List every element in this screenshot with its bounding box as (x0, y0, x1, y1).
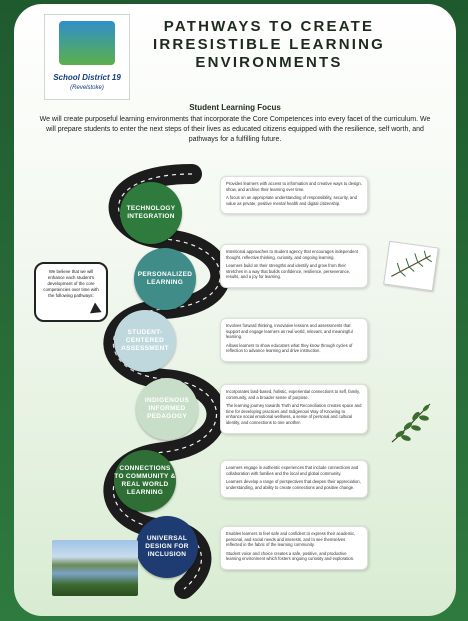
pathway-circle-community (114, 450, 176, 512)
pathway-label: UNIVERSAL DESIGN FOR INCLUSION (145, 535, 189, 558)
leafy-sprig-icon (386, 398, 436, 448)
pathway-circle-technology (120, 182, 182, 244)
pine-branch-note-image (383, 241, 439, 292)
pathway-label: STUDENT-CENTERED ASSESSMENT (121, 329, 169, 352)
pathway-label: INDIGENOUS INFORMED PEDAGOGY (144, 397, 190, 420)
pathway-label: CONNECTIONS TO COMMUNITY & REAL WORLD LEARNING (114, 465, 176, 496)
focus-text: We will create purposeful learning environments that incorporate the Core Competences into every facet of the curriculum. We will prepare students to enter the next steps of their lives as educated citizens equipped with the resilience, self worth, and pathways for a fulfilling future. (39, 116, 431, 143)
description-paragraph: Involves forward thinking, innovative lessons and assessments that support and engage learners as real world, relevant, and meaningful learning. (226, 323, 353, 340)
pine-branch-icon (384, 242, 437, 290)
poster-title: PATHWAYS TO CREATE IRRESISTIBLE LEARNING ENVIRONMENTS (152, 18, 386, 71)
description-paragraph: Learners build on their strengths and identify and grow from their stretches in a way that builds confidence, resilience, perseverance, results, and a joy for learning. (226, 263, 351, 280)
pathway-description-indigenous (220, 384, 368, 434)
description-paragraph: A focus on an appropriate understanding of responsibility, security, and value as private, positive mental health and digital citizenship. (226, 195, 357, 206)
pathway-description-assessment (220, 318, 368, 362)
logo-name: School District 19 (53, 73, 121, 82)
pathway-circle-indigenous (136, 378, 198, 440)
pathway-label: TECHNOLOGY INTEGRATION (126, 205, 176, 220)
description-paragraph: Provides learners with access to information and creative ways to design, show, and archive their learning over time. (226, 181, 362, 192)
pathway-description-inclusion (220, 526, 368, 570)
pathway-circle-inclusion (136, 516, 198, 578)
logo-subtitle: (Revelstoke) (70, 85, 104, 91)
description-paragraph: Intentional approaches to student agency that encourages independent thought, reflective thinking, curiosity, and ongoing learning. (226, 249, 359, 260)
description-paragraph: Learners engage in authentic experiences that include connections and collaboration with families and the local and global community. (226, 465, 359, 476)
outdoor-class-photo (52, 540, 138, 596)
pathway-description-technology (220, 176, 368, 214)
description-paragraph: Student voice and choice creates a safe, positive, and productive learning environment which fosters ongoing curiosity and exploration. (226, 550, 355, 562)
pathway-circle-personalized (134, 248, 196, 310)
pathway-circle-assessment (114, 310, 176, 372)
description-paragraph: Incorporates land-based, holistic, experiential connections to self, family, community, and a broader sense of purpose. (226, 389, 360, 400)
pathway-label: PERSONALIZED LEARNING (137, 271, 193, 286)
poster-card (14, 4, 456, 616)
description-paragraph: Enables learners to feel safe and confident to express their academic, personal, and social needs and interests, and to see themselves reflected in the fabric of the learning community. (226, 531, 356, 548)
focus-heading: Student Learning Focus (189, 103, 281, 112)
belief-speech-bubble: We believe that we will enhance each student's development of the core competencies over time with the following pathways: (34, 262, 108, 322)
pathway-description-community (220, 460, 368, 498)
description-paragraph: Allows learners to show educators what they know through cycles of reflection to advance learning and drive instruction. (226, 342, 353, 354)
description-paragraph: Learners develop a range of perspectives that deepen their appreciation, understanding, and ability to create connections and positive change. (226, 479, 361, 490)
description-paragraph: The learning journey towards Truth and Reconciliation creates space and time for developing practices and Indigenous Way of Knowing to enhance social emotional wellness, a sense of personal and cultural identity, and connections to one another. (226, 403, 362, 425)
pathway-description-personalized (220, 244, 368, 288)
